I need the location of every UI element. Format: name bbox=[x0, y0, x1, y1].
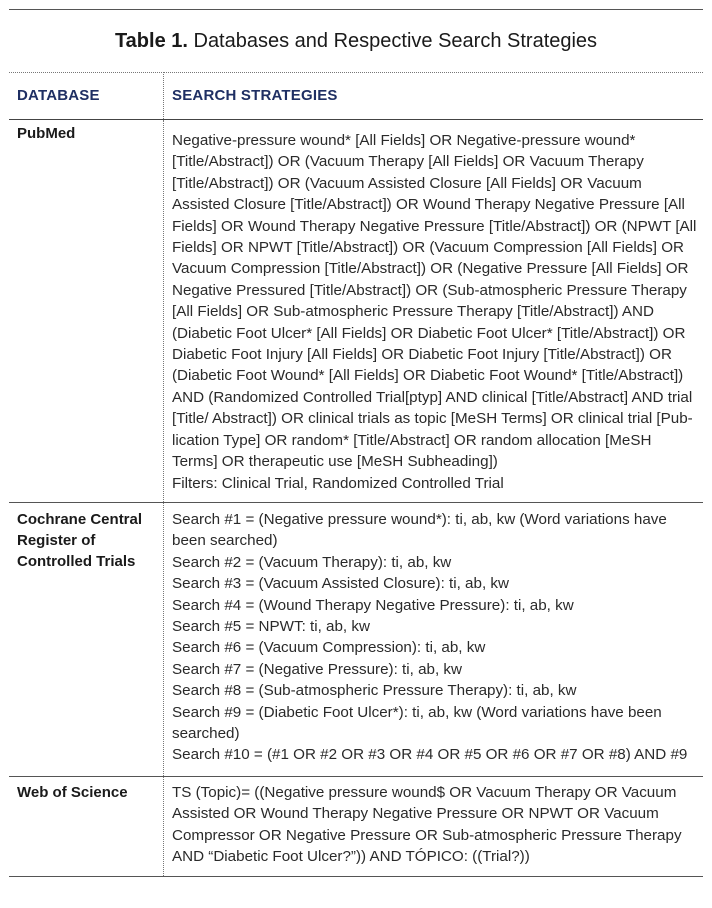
caption-label: Table 1. bbox=[114, 30, 188, 52]
strategy-line: Search #4 = (Wound Therapy Negative Pressure): ti, ab, kw bbox=[172, 596, 574, 614]
strategy-line: Filters: Clinical Trial, Randomized Controlled Trial bbox=[172, 474, 504, 492]
strategy-line: Search #9 = (Diabetic Foot Ulcer*): ti, ab, kw (Word variations have been searched) bbox=[172, 703, 662, 742]
strategy-line: Search #3 = (Vacuum Assisted Closure): ti, ab, kw bbox=[172, 575, 509, 593]
table-caption bbox=[0, 30, 712, 53]
strategy-line: Search #7 = (Negative Pressure): ti, ab, kw bbox=[172, 660, 462, 678]
strategy-line: Search #6 = (Vacuum Compression): ti, ab, kw bbox=[172, 639, 486, 657]
strategy-line: Search #8 = (Sub-atmospheric Pressure Therapy): ti, ab, kw bbox=[172, 682, 577, 700]
strategy-line: Search #1 = (Negative pressure wound*): ti, ab, kw (Word variations have been searched) bbox=[172, 510, 667, 550]
search-strategy-cell bbox=[164, 502, 704, 776]
strategy-line: Negative-pressure wound* [All Fields] OR Negative-pressure wound* [Title/Abstract]) OR (Vacuum Therapy [All Fields] OR Vacuum Therapy [Title/Abstract]) OR (Vacuum Assisted Closure [All Fields] OR Vacuum Assisted Closure [Title/Abstract]) OR Wound Therapy Negative Pressure [All Fields] OR Wound Therapy Negative Pressure [Title/Abstract]) OR (NPWT [All Fields] OR NPWT [Title/Abstract]) OR (Vacuum Compression [All Fields] OR Vacuum Compression [Title/Abstract]) OR (Negative Pressure [All Fields] OR Negative Pressured [Title/Abstract]) OR (Sub-atmospheric Pressure Therapy [All Fields] OR Sub-atmospheric Pressure Therapy [Title/Abstract]) AND (Diabetic Foot Ulcer* [All Fields] OR Diabetic Foot Ulcer* [Title/Abstract]) OR Diabetic Foot Injury [All Fields] OR Diabetic Foot Injury [Title/Abstract]) OR (Diabetic Foot Wound* [All Fields] OR Diabetic Foot Wound* [Title/Abstract]) AND (Randomized Controlled Trial[ptyp] AND clinical [Title/Abstract] AND trial [Title/ Abstract]) OR clinical trials as topic [MeSH Terms] OR clinical trial [Publication Type] OR random* [Title/Abstract] OR random allocation [MeSH Terms] OR therapeutic use [MeSH Subheading]) bbox=[172, 132, 697, 471]
header-row bbox=[9, 73, 703, 120]
header-search-strategies: SEARCH STRATEGIES bbox=[164, 73, 704, 120]
search-strategy-cell bbox=[164, 120, 704, 503]
strategy-line: Search #5 = NPWT: ti, ab, kw bbox=[172, 617, 370, 635]
search-strategy-cell bbox=[164, 776, 704, 877]
table-row-web-of-science bbox=[9, 776, 703, 877]
strategy-line: Search #2 = (Vacuum Therapy): ti, ab, kw bbox=[172, 553, 452, 571]
caption-text: Databases and Respective Search Strategies bbox=[187, 30, 598, 52]
strategy-line: TS (Topic)= ((Negative pressure wound$ OR Vacuum Therapy OR Vacuum Assisted OR Wound Therapy Negative Pressure OR NPWT OR Vacuum Compressor OR Negative Pressure OR Sub-atmospheric Pressure Therapy AND “Diabetic Foot Ulcer?”)) AND TÓPICO: ((Trial?)) bbox=[172, 783, 682, 865]
table-row-cochrane bbox=[9, 502, 703, 776]
database-name: Web of Science bbox=[9, 776, 164, 877]
table-row-pubmed bbox=[9, 120, 703, 503]
header-database: DATABASE bbox=[9, 73, 164, 120]
search-strategies-table bbox=[9, 72, 703, 877]
top-rule bbox=[9, 9, 703, 10]
strategy-line: Search #10 = (#1 OR #2 OR #3 OR #4 OR #5 OR #6 OR #7 OR #8) AND #9 bbox=[172, 746, 688, 764]
database-name: PubMed bbox=[9, 120, 164, 503]
database-name: Cochrane Central Register of Controlled Trials bbox=[9, 502, 164, 776]
